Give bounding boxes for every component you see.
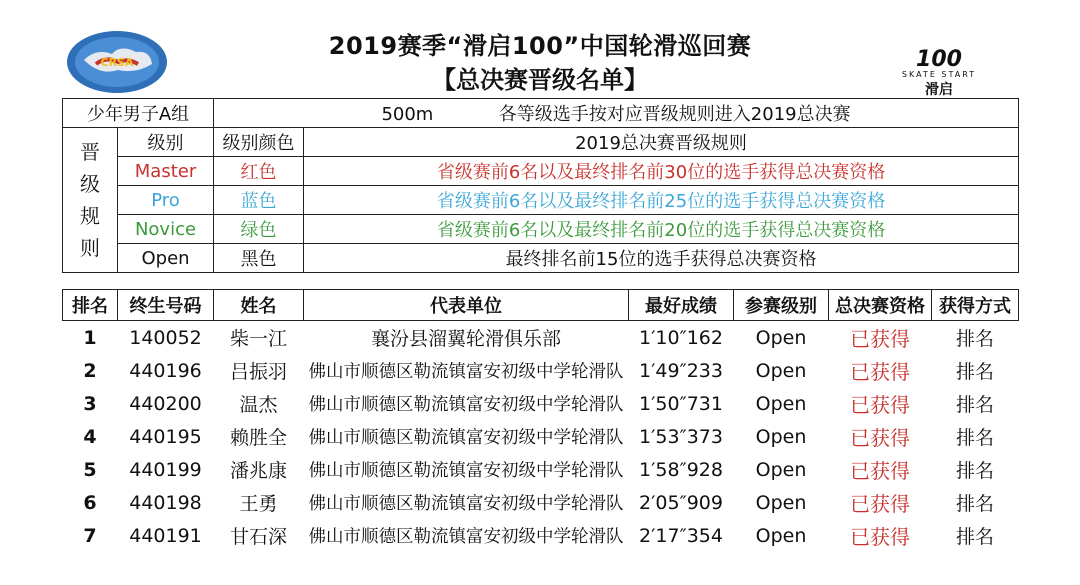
- svg-text:100: 100: [916, 47, 962, 72]
- rule-text: 省级赛前6名以及最终排名前20位的选手获得总决赛资格: [304, 215, 1019, 244]
- table-row: 6 440198 王勇 佛山市顺德区勒流镇富安初级中学轮滑队 2′05″909 Open 已获得 排名: [63, 486, 1019, 519]
- col-name: 姓名: [214, 290, 304, 321]
- col-rank: 排名: [63, 290, 118, 321]
- col-best: 最好成绩: [629, 290, 734, 321]
- rules-side-label: 晋 级 规 则: [63, 128, 118, 273]
- group-label: 少年男子A组: [63, 99, 214, 128]
- group-row: [63, 99, 1019, 128]
- rule-row-novice: [63, 215, 1019, 244]
- document-header: [0, 0, 1080, 98]
- rule-color: 黑色: [214, 244, 304, 273]
- svg-text:滑启: 滑启: [925, 82, 953, 96]
- rules-col-color: 级别颜色: [214, 128, 304, 157]
- status-badge: 已获得: [850, 492, 910, 516]
- page-subtitle: 【总决赛晋级名单】: [432, 66, 648, 94]
- distance-label: 500m: [381, 104, 434, 125]
- rule-level: Novice: [118, 215, 214, 244]
- rule-level: Master: [118, 157, 214, 186]
- rule-level: Open: [118, 244, 214, 273]
- rule-level: Pro: [118, 186, 214, 215]
- table-row: 2 440196 吕振羽 佛山市顺德区勒流镇富安初级中学轮滑队 1′49″233 Open 已获得 排名: [63, 354, 1019, 387]
- rule-text: 省级赛前6名以及最终排名前30位的选手获得总决赛资格: [304, 157, 1019, 186]
- table-row: 5 440199 潘兆康 佛山市顺德区勒流镇富安初级中学轮滑队 1′58″928 Open 已获得 排名: [63, 453, 1019, 486]
- results-table: [62, 289, 1019, 552]
- page-title: 2019赛季“滑启100”中国轮滑巡回赛: [328, 32, 752, 60]
- table-row: 1 140052 柴一江 襄汾县溜翼轮滑俱乐部 1′10″162 Open 已获得 排名: [63, 321, 1019, 355]
- qualification-rules-table: [62, 98, 1019, 273]
- group-description: [214, 99, 1019, 128]
- col-method: 获得方式: [932, 290, 1019, 321]
- results-header-row: [63, 290, 1019, 321]
- group-note: 各等级选手按对应晋级规则进入2019总决赛: [498, 104, 851, 125]
- col-id: 终生号码: [118, 290, 214, 321]
- rule-row-open: [63, 244, 1019, 273]
- status-badge: 已获得: [850, 327, 910, 351]
- status-badge: 已获得: [850, 360, 910, 384]
- table-row: 3 440200 温杰 佛山市顺德区勒流镇富安初级中学轮滑队 1′50″731 Open 已获得 排名: [63, 387, 1019, 420]
- rule-color: 红色: [214, 157, 304, 186]
- svg-text:CRSA: CRSA: [100, 56, 134, 69]
- rule-color: 绿色: [214, 215, 304, 244]
- col-status: 总决赛资格: [829, 290, 932, 321]
- rules-col-rule: 2019总决赛晋级规则: [304, 128, 1019, 157]
- rule-text: 最终排名前15位的选手获得总决赛资格: [304, 244, 1019, 273]
- rule-row-pro: [63, 186, 1019, 215]
- status-badge: 已获得: [850, 525, 910, 549]
- rule-text: 省级赛前6名以及最终排名前25位的选手获得总决赛资格: [304, 186, 1019, 215]
- svg-text:SKATE START: SKATE START: [901, 70, 977, 79]
- rule-color: 蓝色: [214, 186, 304, 215]
- status-badge: 已获得: [850, 459, 910, 483]
- rules-col-level: 级别: [118, 128, 214, 157]
- skate-start-logo-icon: [876, 44, 1002, 96]
- status-badge: 已获得: [850, 393, 910, 417]
- table-row: 7 440191 甘石深 佛山市顺德区勒流镇富安初级中学轮滑队 2′17″354 Open 已获得 排名: [63, 519, 1019, 552]
- table-row: 4 440195 赖胜全 佛山市顺德区勒流镇富安初级中学轮滑队 1′53″373 Open 已获得 排名: [63, 420, 1019, 453]
- rules-header-row: [63, 128, 1019, 157]
- col-unit: 代表单位: [304, 290, 629, 321]
- status-badge: 已获得: [850, 426, 910, 450]
- rule-row-master: [63, 157, 1019, 186]
- col-level: 参赛级别: [734, 290, 829, 321]
